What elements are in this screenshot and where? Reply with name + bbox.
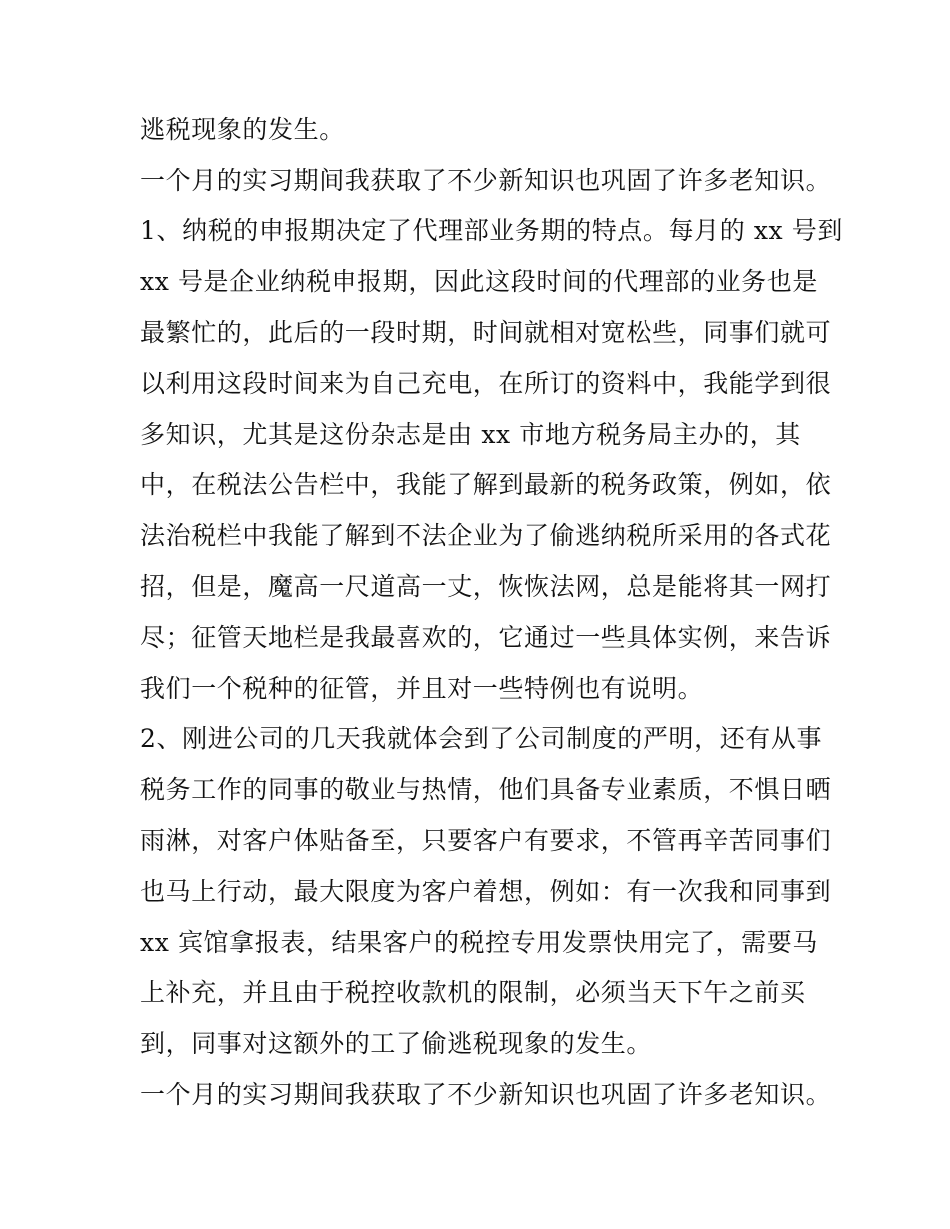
text-line: 招，但是，魔高一尺道高一丈，恢恢法网，总是能将其一网打 [140,572,832,601]
text-line: 也马上行动，最大限度为客户着想，例如：有一次我和同事到 [140,877,832,906]
text-line: 雨淋，对客户体贴备至，只要客户有要求，不管再辛苦同事们 [140,826,832,855]
text-line: 我们一个税种的征管，并且对一些特例也有说明。 [140,674,704,703]
text-line: 逃税现象的发生。 [140,115,345,144]
text-line: 上补充，并且由于税控收款机的限制，必须当天下午之前买 [140,978,806,1007]
text-line: xx 宾馆拿报表，结果客户的税控专用发票快用完了，需要马 [140,928,818,957]
text-line: 尽；征管天地栏是我最喜欢的，它通过一些具体实例，来告诉 [140,623,832,652]
text-line: 税务工作的同事的敬业与热情，他们具备专业素质，不惧日晒 [140,775,832,804]
text-line: 中，在税法公告栏中，我能了解到最新的税务政策，例如，依 [140,470,832,499]
text-line: 2、刚进公司的几天我就体会到了公司制度的严明，还有从事 [140,724,823,753]
text-line: 一个月的实习期间我获取了不少新知识也巩固了许多老知识。 [140,1080,832,1109]
text-line: 1、纳税的申报期决定了代理部业务期的特点。每月的 xx 号到 [140,216,843,245]
text-line: 一个月的实习期间我获取了不少新知识也巩固了许多老知识。 [140,166,832,195]
text-line: 最繁忙的，此后的一段时期，时间就相对宽松些，同事们就可 [140,318,832,347]
text-line: xx 号是企业纳税申报期，因此这段时间的代理部的业务也是 [140,267,818,296]
text-line: 以利用这段时间来为自己充电，在所订的资料中，我能学到很 [140,369,832,398]
text-line: 到，同事对这额外的工了偷逃税现象的发生。 [140,1029,653,1058]
text-line: 多知识，尤其是这份杂志是由 xx 市地方税务局主办的，其 [140,420,801,449]
text-line: 法治税栏中我能了解到不法企业为了偷逃纳税所采用的各式花 [140,521,832,550]
